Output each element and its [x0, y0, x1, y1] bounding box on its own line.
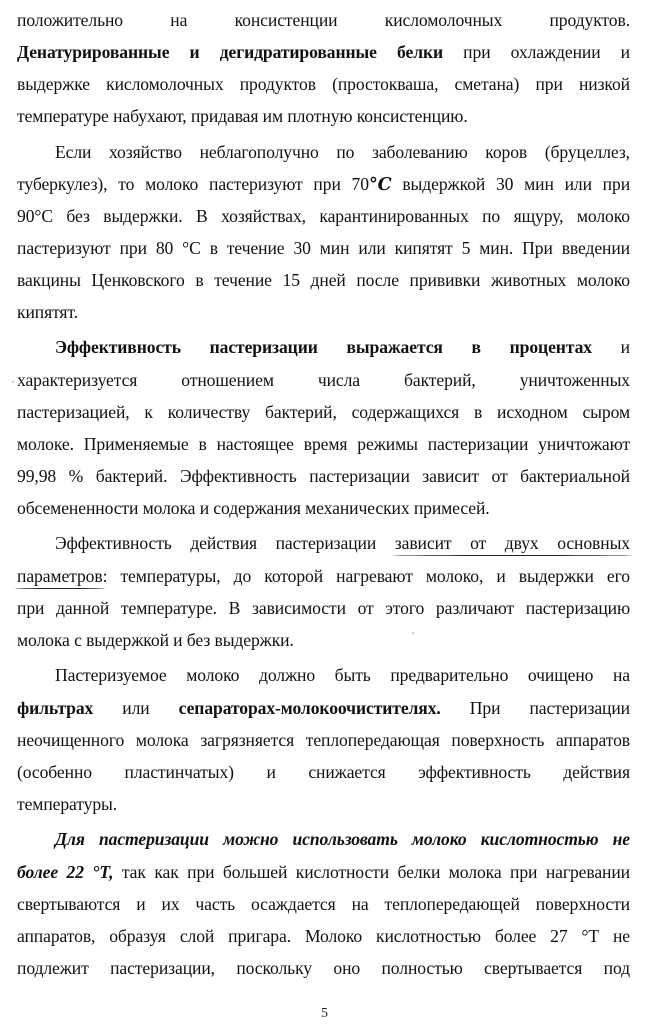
- bold-term: Эффективность пастеризации выражается в процентах: [55, 337, 592, 357]
- handwritten-correction: °C: [368, 174, 392, 195]
- text-line: обсемененности молока и содержания механических примесей.: [17, 498, 490, 518]
- text-line: кипятят.: [17, 302, 78, 322]
- bold-term: Денатурированные и дегидратированные белки: [17, 42, 444, 62]
- text-line: Пастеризуемое молоко должно быть предварительно очищено на: [55, 665, 630, 685]
- scan-speck: [12, 381, 14, 383]
- text-line: более 22 °Т, так как при большей кислотности белки молока при нагревании: [17, 862, 630, 882]
- text-line: пастеризуют при 80 °С в течение 30 мин или кипятят 5 мин. При введении: [17, 238, 630, 258]
- bold-italic-term: Для пастеризации можно использовать молоко кислотностью не: [55, 829, 630, 849]
- bold-term: фильтрах: [17, 698, 94, 718]
- text-line: [55, 827, 630, 851]
- handwritten-underline: зависит от двух основных: [394, 533, 630, 553]
- page-number: 5: [321, 1006, 328, 1021]
- text-line: молока с выдержкой и без выдержки.: [17, 630, 294, 650]
- text-line: Денатурированные и дегидратированные белки при охлаждении и: [17, 42, 630, 62]
- text-line: 99,98 % бактерий. Эффективность пастеризации зависит от бактериальной: [17, 466, 630, 486]
- bold-italic-term: более 22 °Т,: [17, 862, 114, 882]
- text-line: характеризуется отношением числа бактерий, уничтоженных: [17, 370, 630, 390]
- text-line: подлежит пастеризации, поскольку оно полностью свертывается под: [17, 958, 630, 978]
- text-line: неочищенного молока загрязняется теплопередающая поверхность аппаратов: [17, 730, 630, 750]
- text-line: вакцины Ценковского в течение 15 дней после прививки животных молоко: [17, 270, 630, 290]
- text-line: выдержке кисломолочных продуктов (простокваша, сметана) при низкой: [17, 74, 630, 94]
- text-line: фильтрах или сепараторах-молокоочистителях. При пастеризации: [17, 698, 630, 718]
- text-line: Если хозяйство неблагополучно по заболеванию коров (бруцеллез,: [55, 142, 630, 162]
- text-line: параметров: температуры, до которой нагревают молоко, и выдержки его: [17, 566, 630, 586]
- text-line: Эффективность пастеризации выражается в процентах и: [55, 337, 630, 357]
- text-line: свертываются и их часть осаждается на теплопередающей поверхности: [17, 894, 630, 914]
- text-line: аппаратов, образуя слой пригара. Молоко кислотностью более 27 °Т не: [17, 926, 630, 946]
- text-line: температуры.: [17, 794, 118, 814]
- text-line: пастеризацией, к количеству бактерий, содержащихся в исходном сыром: [17, 402, 630, 422]
- text-line: температуре набухают, придавая им плотную консистенцию.: [17, 106, 468, 126]
- text-line: (особенно пластинчатых) и снижается эффективность действия: [17, 762, 630, 782]
- text-line: Эффективность действия пастеризации зависит от двух основных: [55, 533, 630, 553]
- text-line: положительно на консистенции кисломолочных продуктов.: [17, 10, 630, 30]
- text-line: молоке. Применяемые в настоящее время режимы пастеризации уничтожают: [17, 434, 630, 454]
- scan-speck: [412, 632, 414, 634]
- bold-term: сепараторах-молокоочистителях.: [178, 698, 441, 718]
- handwritten-underline: параметров: [17, 566, 103, 586]
- text-line: 90°С без выдержки. В хозяйствах, карантинированных по ящуру, молоко: [17, 206, 630, 226]
- text-line: туберкулез), то молоко пастеризуют при 70°C выдержкой 30 мин или при: [17, 174, 631, 195]
- text-line: при данной температуре. В зависимости от этого различают пастеризацию: [17, 598, 630, 618]
